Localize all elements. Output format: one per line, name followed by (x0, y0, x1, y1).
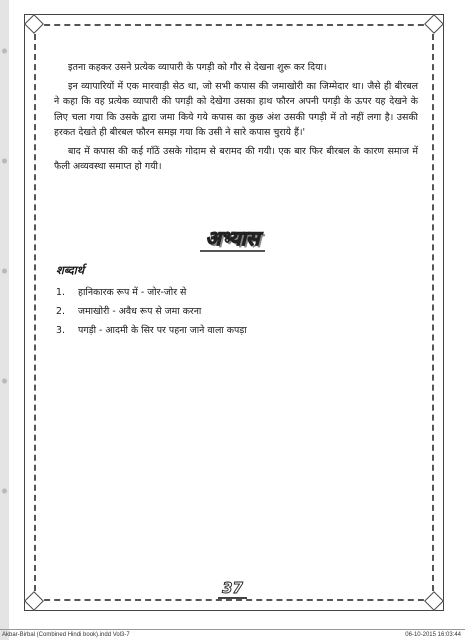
page-number-text: 37 (218, 579, 247, 599)
item-number: 1. (56, 287, 65, 298)
item-number: 2. (56, 306, 65, 317)
item-text: पगड़ी - आदमी के सिर पर पहना जाने वाला कपड़ा (78, 325, 247, 336)
item-text: जमाखोरी - अवैध रूप से जमा करना (78, 306, 202, 317)
glossary-list (56, 283, 247, 340)
story-text (54, 60, 418, 175)
list-item (56, 283, 247, 302)
list-item (56, 302, 247, 321)
exercise-heading-text: अभ्यास (200, 226, 266, 252)
item-text: हानिकारक रूप में - जोर-जोर से (78, 287, 187, 298)
item-number: 3. (56, 325, 65, 336)
list-item (56, 321, 247, 340)
exercise-heading (0, 226, 465, 252)
paragraph: इन व्यापारियों में एक मारवाड़ी सेठ था, जो सभी कपास की जमाखोरी का जिम्मेदार था। जैसे ही बीरबल ने कहा कि वह प्रत्येक व्यापारी की पगड़ी को देखेगा उसका हाथ फौरन अपनी पगड़ी के ऊपर यह देखने के लिए चला गया कि उसके द्वारा जमा किये गये कपास का कुछ अंश उसकी पगड़ी में तो नहीं लगा है। उसकी हरकत देखते ही बीरबल फौरन समझ गया कि उसी ने सारे कपास चुराये हैं।' (54, 80, 418, 138)
ornament-icon (0, 150, 9, 172)
ornament-icon (0, 480, 9, 502)
paragraph: इतना कहकर उसने प्रत्येक व्यापारी के पगड़ी को गौर से देखना शुरू कर दिया। (68, 62, 327, 73)
print-footer (0, 629, 465, 641)
ornament-icon (0, 370, 9, 392)
ornament-icon (0, 260, 9, 282)
paragraph: बाद में कपास की कई गाँठें उसके गोदाम से बरामद की गयी। एक बार फिर बीरबल के कारण समाज में फैली अव्यवस्था समाप्त हो गयी। (54, 145, 418, 172)
footer-file-info: Akbar-Birbal (Combined Hindi book).indd Vol3-7 (2, 632, 130, 638)
page-number (0, 578, 465, 599)
glossary-heading: शब्दार्थ (56, 263, 85, 277)
left-binding-strip (0, 0, 9, 640)
footer-timestamp: 06-10-2015 16:03:44 (405, 632, 461, 638)
ornament-icon (0, 40, 9, 62)
